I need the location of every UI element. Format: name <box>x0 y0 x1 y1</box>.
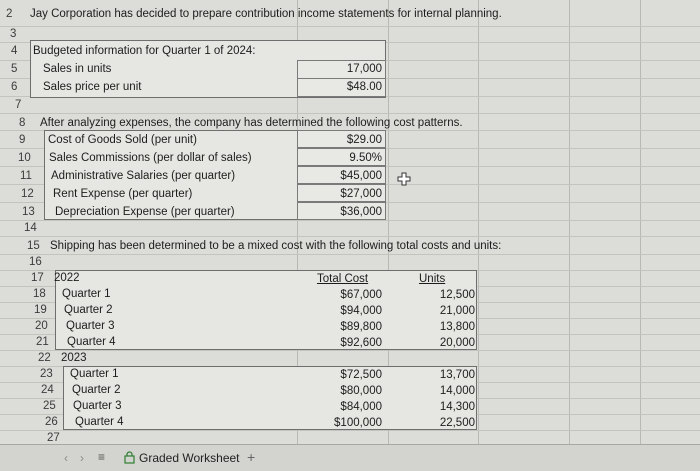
depreciation-value[interactable]: $36,000 <box>340 206 382 218</box>
row-number: 14 <box>24 222 37 234</box>
row-number: 13 <box>22 206 35 218</box>
q3-2023-label[interactable]: Quarter 3 <box>73 400 122 412</box>
q1-2023-units[interactable]: 13,700 <box>439 369 475 381</box>
q1-2022-cost[interactable]: $67,000 <box>340 289 382 301</box>
commission-value[interactable]: 9.50% <box>349 152 382 164</box>
next-sheet-arrow-icon[interactable]: › <box>80 451 84 465</box>
row-number: 11 <box>20 170 32 182</box>
budget-heading[interactable]: Budgeted information for Quarter 1 of 2024: <box>33 45 256 57</box>
row-number: 7 <box>15 99 22 111</box>
depreciation-label[interactable]: Depreciation Expense (per quarter) <box>55 206 235 218</box>
q1-2022-label[interactable]: Quarter 1 <box>62 288 111 300</box>
row-number: 21 <box>36 336 49 348</box>
q4-2023-label[interactable]: Quarter 4 <box>75 416 124 428</box>
commission-label[interactable]: Sales Commissions (per dollar of sales) <box>49 152 252 164</box>
total-cost-header[interactable]: Total Cost <box>317 273 369 285</box>
row-number: 4 <box>11 45 18 57</box>
row-number: 2 <box>6 8 13 20</box>
q3-2023-units[interactable]: 14,300 <box>439 401 475 413</box>
row-number: 24 <box>41 384 54 396</box>
admin-salaries-value[interactable]: $45,000 <box>340 170 382 182</box>
row-number: 10 <box>18 152 31 164</box>
row-number: 25 <box>43 400 56 412</box>
year-2022[interactable]: 2022 <box>54 272 80 284</box>
sheet-tab-bar <box>0 444 700 471</box>
row-number: 26 <box>45 416 58 428</box>
sales-price-label[interactable]: Sales price per unit <box>43 81 142 93</box>
row-number: 3 <box>10 28 17 40</box>
row-number: 5 <box>11 63 18 75</box>
cost-pattern-heading[interactable]: After analyzing expenses, the company has determined the following cost patterns. <box>40 117 463 129</box>
row-number: 17 <box>31 272 44 284</box>
q1-2023-label[interactable]: Quarter 1 <box>70 368 119 380</box>
rent-value[interactable]: $27,000 <box>340 188 382 200</box>
prev-sheet-arrow-icon[interactable]: ‹ <box>64 451 68 465</box>
units-header[interactable]: Units <box>419 273 446 285</box>
q2-2022-cost[interactable]: $94,000 <box>340 305 382 317</box>
shipping-heading[interactable]: Shipping has been determined to be a mixed cost with the following total costs and units: <box>50 240 502 252</box>
row-number: 9 <box>19 134 26 146</box>
sales-units-value[interactable]: 17,000 <box>346 63 382 75</box>
row-number: 22 <box>38 352 51 364</box>
row-number: 8 <box>19 117 26 129</box>
year-2023[interactable]: 2023 <box>61 352 87 364</box>
sales-price-value[interactable]: $48.00 <box>346 81 382 93</box>
row-number: 18 <box>33 288 46 300</box>
row-number: 15 <box>27 240 40 252</box>
sheet-lock-icon <box>124 451 135 464</box>
row-number: 20 <box>35 320 48 332</box>
row-number: 16 <box>29 256 42 268</box>
admin-salaries-label[interactable]: Administrative Salaries (per quarter) <box>51 170 236 182</box>
q3-2023-cost[interactable]: $84,000 <box>340 401 382 413</box>
tab-graded-worksheet[interactable]: Graded Worksheet <box>139 451 240 465</box>
q4-2022-units[interactable]: 20,000 <box>439 337 475 349</box>
rent-label[interactable]: Rent Expense (per quarter) <box>53 188 193 200</box>
row-number: 23 <box>40 368 53 380</box>
q2-2022-units[interactable]: 21,000 <box>439 305 475 317</box>
q2-2023-units[interactable]: 14,000 <box>439 385 475 397</box>
q1-2022-units[interactable]: 12,500 <box>439 289 475 301</box>
cell-cursor-icon <box>397 172 411 186</box>
row-number: 19 <box>34 304 47 316</box>
sheet-menu-icon[interactable]: ≡ <box>98 450 106 464</box>
intro-text[interactable]: Jay Corporation has decided to prepare contribution income statements for internal planning. <box>30 8 502 20</box>
q3-2022-label[interactable]: Quarter 3 <box>66 320 115 332</box>
q2-2022-label[interactable]: Quarter 2 <box>64 304 113 316</box>
cogs-label[interactable]: Cost of Goods Sold (per unit) <box>48 134 197 146</box>
q4-2022-cost[interactable]: $92,600 <box>340 337 382 349</box>
q1-2023-cost[interactable]: $72,500 <box>340 369 382 381</box>
q4-2023-cost[interactable]: $100,000 <box>334 417 382 429</box>
q3-2022-cost[interactable]: $89,800 <box>340 321 382 333</box>
row-number: 27 <box>47 432 60 444</box>
q4-2022-label[interactable]: Quarter 4 <box>67 336 116 348</box>
q4-2023-units[interactable]: 22,500 <box>439 417 475 429</box>
q2-2023-label[interactable]: Quarter 2 <box>72 384 121 396</box>
sales-units-label[interactable]: Sales in units <box>43 63 112 75</box>
row-number: 6 <box>11 81 18 93</box>
q2-2023-cost[interactable]: $80,000 <box>340 385 382 397</box>
add-sheet-button[interactable]: + <box>247 449 256 465</box>
row-number: 12 <box>21 188 34 200</box>
q3-2022-units[interactable]: 13,800 <box>439 321 475 333</box>
cogs-value[interactable]: $29.00 <box>346 134 382 146</box>
